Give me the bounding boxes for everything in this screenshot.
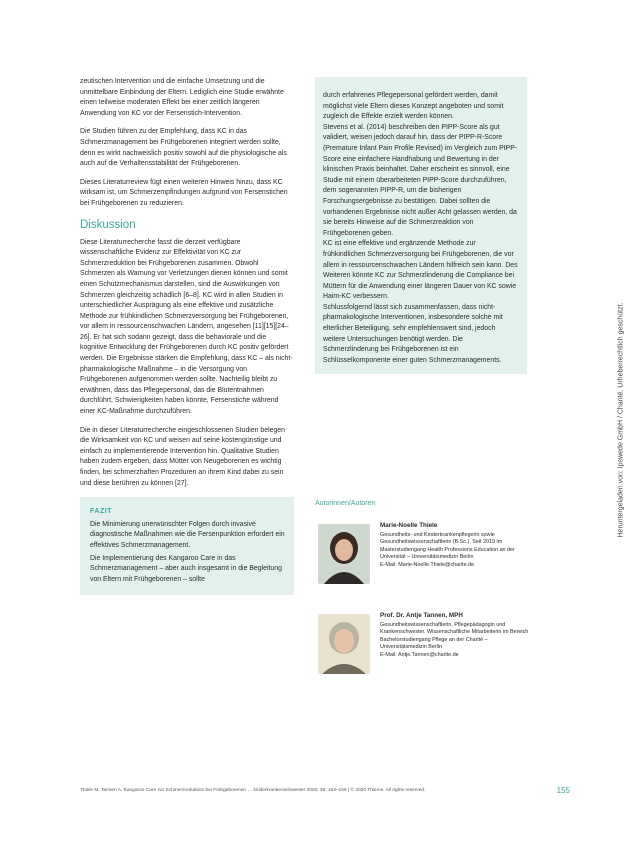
- intro-paragraph: zeutischen Intervention und die einfache Umsetzung und die unmittelbare Einbindung der Eltern. Lediglich eine Studie erwähnte einen teilweise moderaten Effekt bei einer zeitlich längeren Anwendung von KC vor der Fersenstich-Intervention.: [80, 78, 284, 117]
- author-photo: [318, 614, 370, 674]
- right-column: [315, 77, 527, 374]
- box-paragraph: Schlussfolgernd lässt sich zusammenfassen, dass nicht-pharmakologische Interventionen, insbesondere solche mit elterlicher Beteiligung, sehr empfehlenswert sind, jedoch weitere Untersuchungen benötigt werden. Die Schmerzlinderung bei Frühgeborenen ist ein Schlüsselkomponente einer guten Schmerzmanagements.: [323, 303, 503, 364]
- author-name: Prof. Dr. Antje Tannen, MPH: [380, 612, 463, 619]
- author-email: E-Mail: Marie-Noelle.Thiele@charite.de: [380, 561, 475, 568]
- author-bio: Gesundheitswissenschaftlerin, Pflegepädagogin und Krankenschwester. Wissenschaftliche Mitarbeiterin im Bereich Bachelorstudiengang Pflege an der Charité – Universitätsmedizin Berlin: [380, 621, 529, 651]
- authors-heading: Autorinnen/Autoren: [315, 500, 376, 507]
- author-card: [318, 522, 528, 592]
- box-paragraph: Stevens et al. (2014) beschreiben den PIPP-Score als gut validiert, weisen jedoch darauf hin, dass der PIPP-R-Score (Premature Infant Pain Profile Revised) im Vergleich zum PIPP-Score eine einfachere Handhabung und Bewertung in der klinischen Praxis beinhaltet. Daher erscheint es sinnvoll, eine Studie mit einem überarbeiteten PIPP-Score durchzuführen, dem sogenannten PIPP-R, um die bisherigen Forschungsergebnisse zu bestätigen. Dabei sollten die vorhandenen Ergebnisse nicht außer Acht gelassen werden, da sie bereits Hinweise auf die Schmerzreaktion von Frühgeborenen geben.: [323, 123, 518, 237]
- continued-fazit-box: [315, 77, 527, 374]
- intro-paragraph: Dieses Literaturreview fügt einen weiteren Hinweis hinzu, dass KC wirksam ist, um Schmerzempfindungen aufgrund von Fersenstichen bei Frühgeborenen zu reduzieren.: [80, 178, 288, 207]
- intro-paragraph: Die Studien führen zu der Empfehlung, dass KC in das Schmerzmanagement bei Frühgeborenen integriert werden sollte, denn es wirkt nachweislich positiv sowohl auf die physiologische als auch auf die Verhaltensstabilität der Frühgeborenen.: [80, 128, 287, 168]
- author-bio: Gesundheits- und Kinderkrankenpflegerin sowie Gesundheitswissenschaftlerin (B.Sc.). Seit 2019 im Masterstudiengang Health Professions Education an der Universität – Universitätsmedizin Berlin: [380, 531, 515, 561]
- section-heading-diskussion: Diskussion: [80, 218, 136, 231]
- fazit-line: Die Minimierung unerwünschter Folgen durch invasive diagnostische Maßnahmen wie die Fersenpunktion erfordert ein effektives Schmerzmanagement.: [90, 520, 285, 549]
- author-email: E-Mail: Antje.Tannen@charite.de: [380, 651, 459, 658]
- left-column: [80, 77, 294, 595]
- page-number: 155: [556, 786, 570, 795]
- author-info: [380, 522, 530, 570]
- fazit-box: [80, 497, 294, 595]
- download-note: Heruntergeladen von: Ipswede GmbH / Charité. Urheberrechtlich geschützt.: [617, 302, 625, 538]
- box-paragraph: durch erfahrenes Pflegepersonal gefördert werden, damit möglichst viele Eltern dieses Konzept angeboten und somit zugleich die Effekte erzielt werden können.: [323, 92, 504, 121]
- author-name: Marie-Noelle Thiele: [380, 522, 438, 529]
- fazit-line: Die Implementierung des Kangaroo Care in das Schmerzmanagement – aber auch insgesamt in die Begleitung von Eltern mit Frühgeborenen – sollte: [90, 554, 282, 583]
- discussion-paragraph: Die in dieser Literaturrecherche eingeschlossenen Studien belegen die Wirksamkeit von KC und weisen auf seine kostengünstige und einfach zu implementierende Intervention hin. Qualitative Studien haben zudem ergeben, dass Mütter von Neugeborenen es wichtig finden, bei schmerzhaften Prozeduren an ihrem Kind dabei zu sein und diese berühren zu können [27].: [80, 426, 285, 487]
- fazit-title: FAZIT: [90, 508, 112, 516]
- author-card: [318, 612, 528, 682]
- author-photo: [318, 524, 370, 584]
- discussion-paragraph: Diese Literaturrecherche fasst die derzeit verfügbare wissenschaftliche Evidenz zur Effektivität von KC zur Schmerzreduktion bei Frühgeborenen zusammen. Obwohl Schmerzen als Warnung vor Verletzungen dienen können und somit einen Schutzmechanismus darstellen, sind die Auswirkungen von Schmerzen gleichzeitig schädlich [6–8]. KC wird in allen Studien in unterschiedlicher Ausprägung als eine effektive und zusätzliche Methode zur frühkindlichen Schmerzversorgung bei Frühgeborenen, vor allem in ressourcenschwachen Ländern, angesehen [11][15][24–26]. Er hat sich sodann gezeigt, dass die behaviorale und die kognitive Entwicklung der Frühgeborenen durch KC positiv gefördert werden. Die Ergebnisse stärken die Empfehlung, dass KC – als nicht-pharmakologische Maßnahme – in die Versorgung von Frühgeborenen aufgenommen werden sollte. Nachteilig bleibt zu erwähnen, dass das Pflegepersonal, das die Blutentnahmen durchführt, Schwierigkeiten haben könnte, Fersenstiche während einer KC-Maßnahme durchzuführen.: [80, 238, 293, 416]
- box-paragraph: KC ist eine effektive und ergänzende Methode zur frühkindlichen Schmerzversorgung bei Frühgeborenen, die vor allem in ressourcenschwachen Ländern hilfreich sein kann. Des Weiteren könnte KC zur Schmerzlinderung die Compliance bei Müttern für die Anwendung einer längeren Dauer von KC sowie Haim-KC verbessern.: [323, 240, 518, 301]
- author-info: [380, 612, 530, 660]
- page-footer: Thiele M, Tannen A. Kangaroo Care zur Schmerzreduktion bei Frühgeborenen … kinderkrankenschwester 2020; 39: 153–155 | © 2020 Thieme. All rights reserved.: [80, 788, 426, 793]
